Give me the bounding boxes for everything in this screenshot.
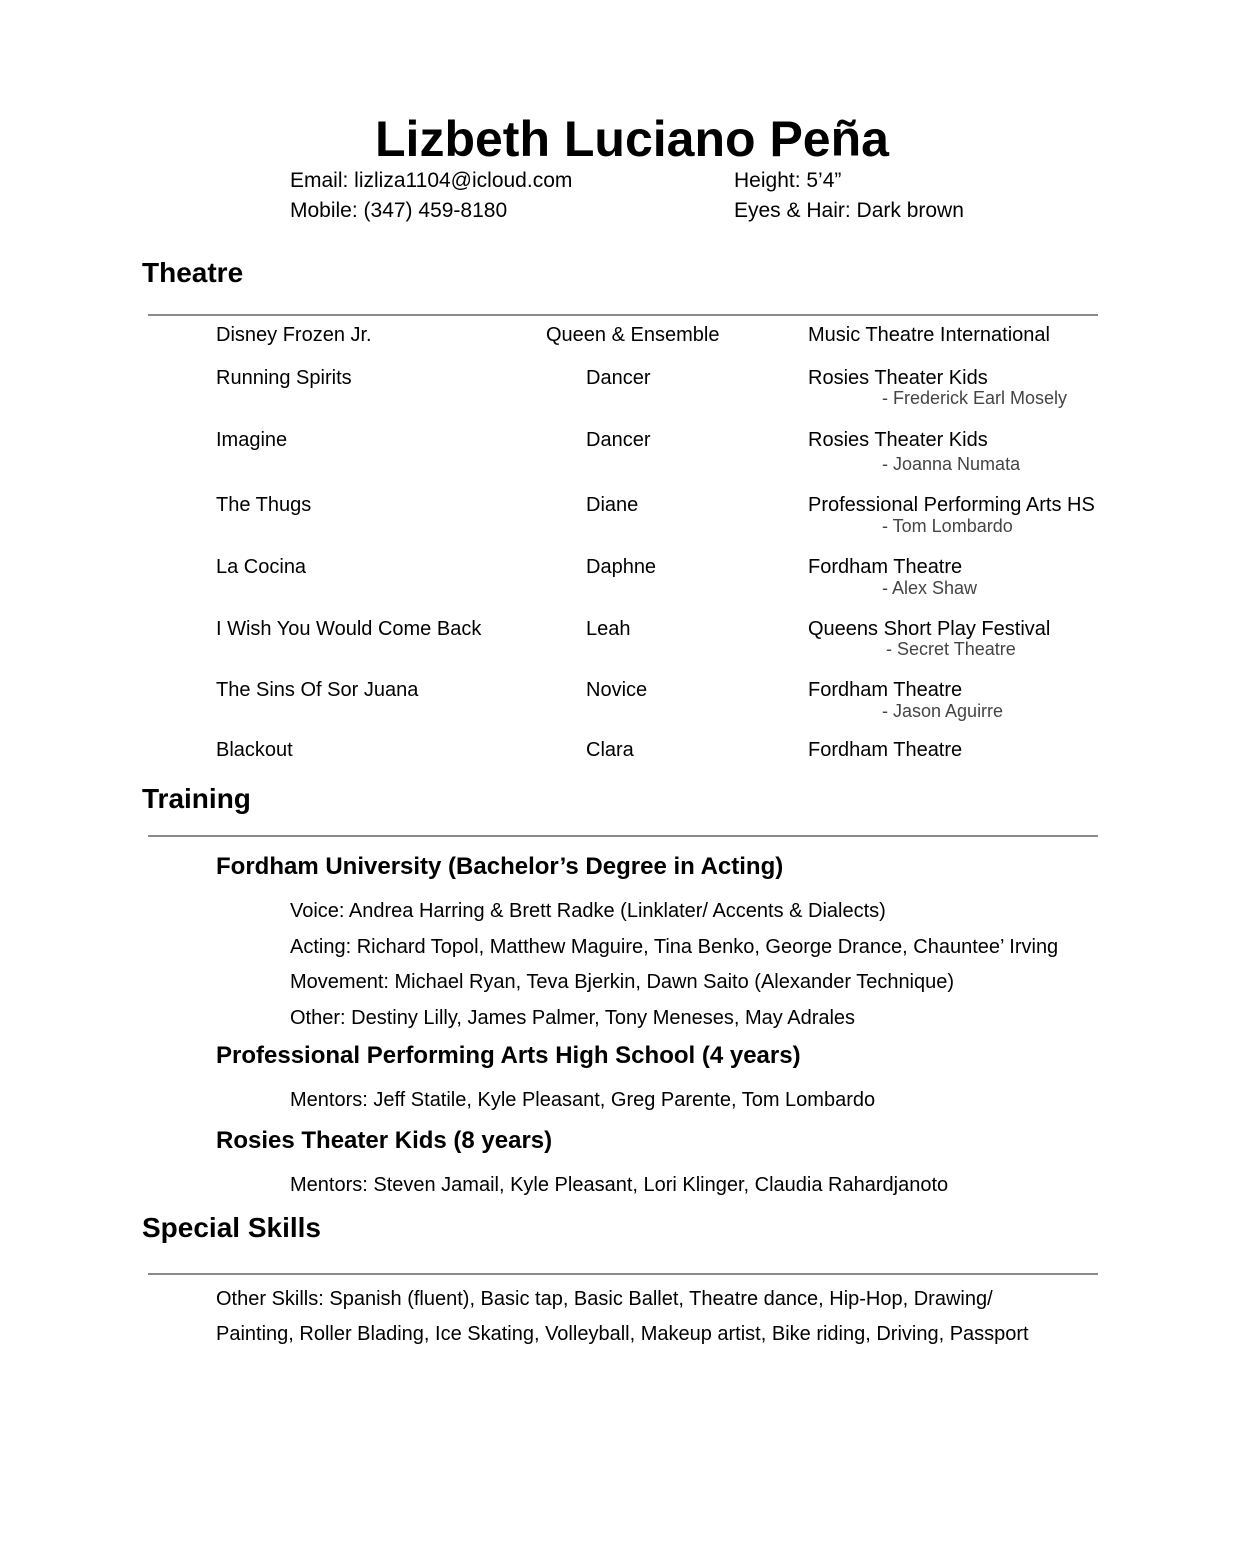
credit-company: Music Theatre International xyxy=(808,324,1050,346)
credit-role: Diane xyxy=(586,494,639,516)
credit-company: Fordham Theatre xyxy=(808,739,963,761)
credit-role: Queen & Ensemble xyxy=(546,324,720,346)
training-line: Mentors: Jeff Statile, Kyle Pleasant, Greg Parente, Tom Lombardo xyxy=(290,1089,876,1111)
school-name: Fordham University (Bachelor’s Degree in Acting) xyxy=(216,853,784,880)
credit-show: Imagine xyxy=(216,429,288,451)
credit-show: I Wish You Would Come Back xyxy=(216,618,482,640)
credit-director: - Frederick Earl Mosely xyxy=(882,388,1068,408)
credit-company: Rosies Theater Kids xyxy=(808,429,988,451)
credit-company: Professional Performing Arts HS xyxy=(808,494,1095,516)
credit-company: Queens Short Play Festival xyxy=(808,618,1051,640)
theatre-heading: Theatre xyxy=(142,257,244,288)
eyes-hair-text: Eyes & Hair: Dark brown xyxy=(734,199,964,222)
skills-heading: Special Skills xyxy=(142,1212,321,1243)
credit-show: Running Spirits xyxy=(216,367,352,389)
school-name: Professional Performing Arts High School (4 years) xyxy=(216,1042,801,1069)
credit-role: Dancer xyxy=(586,429,651,451)
mobile-text: Mobile: (347) 459-8180 xyxy=(290,199,508,222)
skills-line: Other Skills: Spanish (fluent), Basic tap, Basic Ballet, Theatre dance, Hip-Hop, Drawing/ xyxy=(216,1288,993,1310)
credit-role: Leah xyxy=(586,618,631,640)
height-text: Height: 5’4” xyxy=(734,169,842,192)
credit-show: Disney Frozen Jr. xyxy=(216,324,372,346)
credit-company: Rosies Theater Kids xyxy=(808,367,988,389)
credit-show: Blackout xyxy=(216,739,293,761)
credit-role: Dancer xyxy=(586,367,651,389)
credit-company: Fordham Theatre xyxy=(808,556,963,578)
credit-role: Clara xyxy=(586,739,634,761)
training-heading: Training xyxy=(142,783,251,814)
credit-show: La Cocina xyxy=(216,556,307,578)
training-line: Other: Destiny Lilly, James Palmer, Tony Meneses, May Adrales xyxy=(290,1007,856,1029)
training-line: Acting: Richard Topol, Matthew Maguire, Tina Benko, George Drance, Chauntee’ Irving xyxy=(290,936,1059,958)
theatre-divider xyxy=(148,314,1098,316)
credit-show: The Thugs xyxy=(216,494,312,516)
resume-name: Lizbeth Luciano Peña xyxy=(375,111,889,167)
email-text: Email: lizliza1104@icloud.com xyxy=(290,169,573,192)
skills-divider xyxy=(148,1273,1098,1275)
training-line: Mentors: Steven Jamail, Kyle Pleasant, Lori Klinger, Claudia Rahardjanoto xyxy=(290,1174,949,1196)
credit-director: - Joanna Numata xyxy=(882,454,1021,474)
credit-company: Fordham Theatre xyxy=(808,679,963,701)
skills-line: Painting, Roller Blading, Ice Skating, Volleyball, Makeup artist, Bike riding, Driving, Passport xyxy=(216,1323,1029,1345)
credit-role: Daphne xyxy=(586,556,657,578)
training-line: Movement: Michael Ryan, Teva Bjerkin, Dawn Saito (Alexander Technique) xyxy=(290,971,955,993)
training-divider xyxy=(148,835,1098,837)
credit-show: The Sins Of Sor Juana xyxy=(216,679,419,701)
school-name: Rosies Theater Kids (8 years) xyxy=(216,1127,553,1154)
credit-director: - Jason Aguirre xyxy=(882,701,1004,721)
training-line: Voice: Andrea Harring & Brett Radke (Linklater/ Accents & Dialects) xyxy=(290,900,886,922)
credit-director: - Tom Lombardo xyxy=(882,516,1013,536)
credit-role: Novice xyxy=(586,679,648,701)
credit-director: - Alex Shaw xyxy=(882,578,978,598)
credit-director: - Secret Theatre xyxy=(886,639,1016,659)
